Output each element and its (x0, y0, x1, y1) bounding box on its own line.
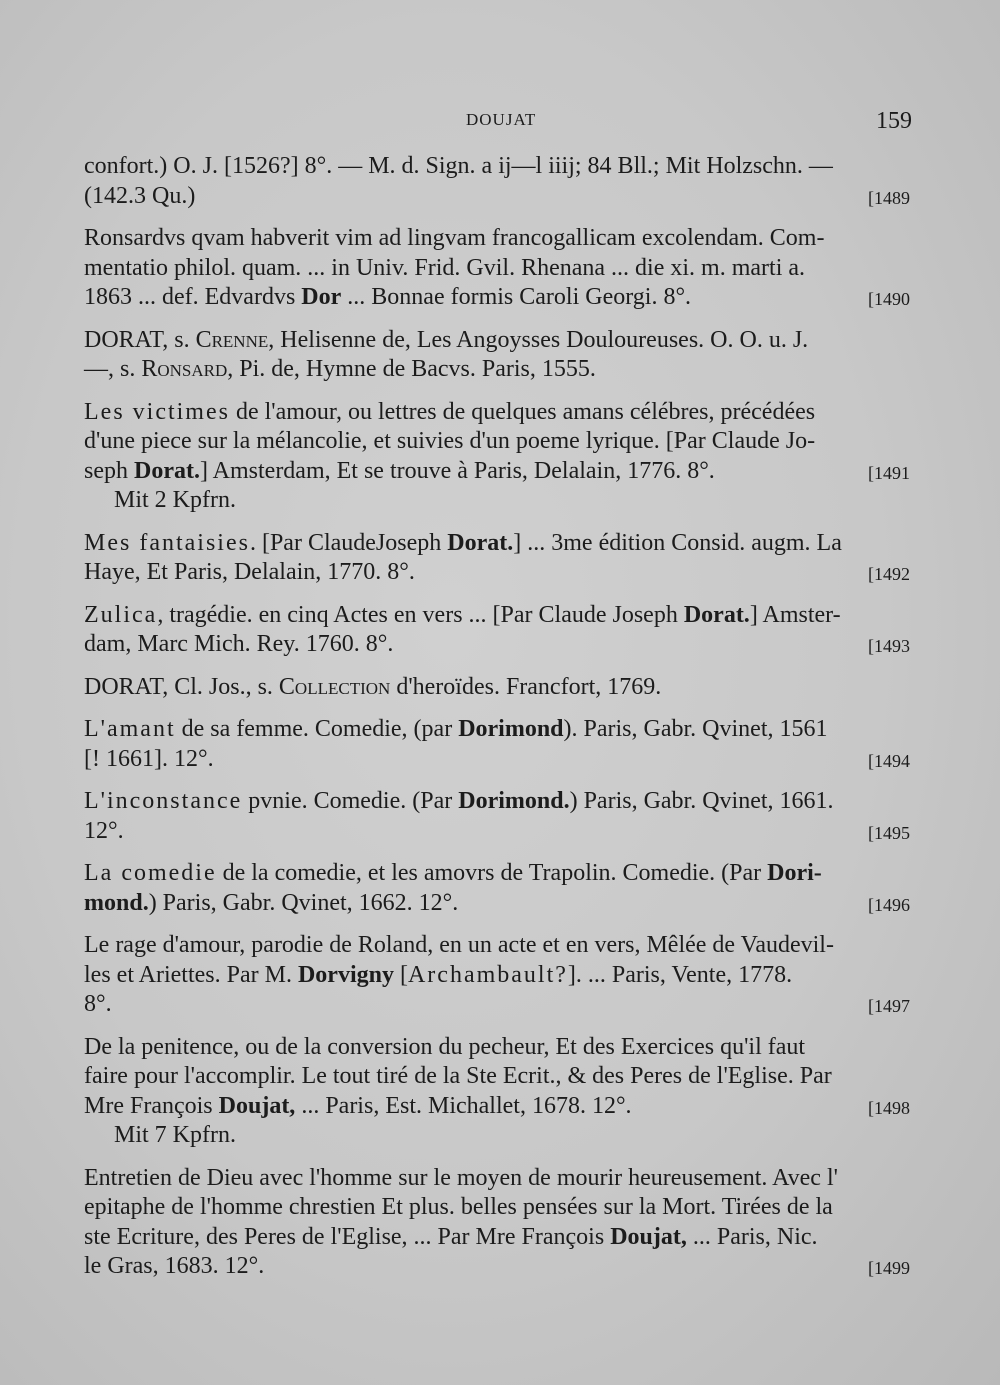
author-name: Dori- (767, 860, 822, 886)
author-name: Dor (301, 284, 342, 310)
entry-1498 (84, 1033, 910, 1151)
running-head: DOUJAT (466, 110, 537, 129)
text-line: De la penitence, ou de la conversion du pecheur, Et des Exercices qu'il faut (84, 1033, 806, 1060)
entry-number: [1489 (868, 187, 910, 208)
author-name: mond. (84, 889, 149, 916)
entry-number: [1494 (868, 750, 910, 771)
text-line: Mre François Doujat, ... Paris, Est. Michallet, 1678. 12°. [1498 (84, 1092, 910, 1122)
text-line: DORAT, Cl. Jos., s. Collection d'heroïdes. Francfort, 1769. (84, 673, 662, 700)
entry-number: [1492 (868, 564, 910, 584)
text-line: [! 1661]. 12°. [1494 (84, 745, 910, 775)
text-line: (142.3 Qu.) [1489 (84, 182, 910, 212)
entry-1495 (84, 787, 910, 846)
entry-1494 (84, 715, 910, 774)
author-name: Doujat, (218, 1092, 296, 1119)
text-line: Entretien de Dieu avec l'homme sur le moyen de mourir heureusement. Avec l' (84, 1164, 838, 1191)
entry-number: [1493 (868, 636, 910, 656)
entry-1496 (84, 859, 910, 918)
text-line: confort.) O. J. [1526?] 8°. — M. d. Sign. a ij—l iiij; 84 Bll.; Mit Holzschn. — (84, 153, 833, 179)
entry-1490 (84, 224, 910, 313)
author-name: Doujat, (610, 1223, 687, 1250)
entry-1492 (84, 529, 910, 588)
cross-reference (84, 673, 910, 703)
entry-number: [1496 (868, 894, 910, 915)
text-line: Les victimes de l'amour, ou lettres de quelques amans célébres, précédées (84, 398, 816, 425)
cross-reference (84, 326, 910, 385)
text-line: La comedie de la comedie, et les amovrs de Trapolin. Comedie. (Par Dori- (84, 860, 822, 886)
text-line: 1863 ... def. Edvardvs Dor ... Bonnae formis Caroli Georgi. 8°. [1490 (84, 283, 910, 313)
text-line: Mes fantaisies. [Par ClaudeJoseph Dorat.] ... 3me édition Consid. augm. La (84, 529, 842, 556)
text-line: 8°. [1497 (84, 990, 910, 1020)
author-name: Dorat. (683, 601, 750, 628)
entry-1491 (84, 398, 910, 516)
bibliography-text (84, 152, 910, 1295)
text-line: Le rage d'amour, parodie de Roland, en un acte et en vers, Mêlée de Vaudevil- (84, 932, 834, 958)
text-line: faire pour l'accomplir. Le tout tiré de la Ste Ecrit., & des Peres de l'Eglise. Par (84, 1063, 832, 1089)
entry-number: [1497 (868, 996, 910, 1016)
text-line: L'amant de sa femme. Comedie, (par Dorimond). Paris, Gabr. Qvinet, 1561 (84, 716, 828, 742)
text-line: dam, Marc Mich. Rey. 1760. 8°. [1493 (84, 630, 910, 660)
text-line: seph Dorat.] Amsterdam, Et se trouve à Paris, Delalain, 1776. 8°. [1491 (84, 457, 910, 487)
text-line: DORAT, s. Crenne, Helisenne de, Les Angoysses Douloureuses. O. O. u. J. (84, 326, 809, 353)
author-name: Dorimond. (458, 788, 570, 814)
text-line: ste Ecriture, des Peres de l'Eglise, ... Par Mre François Doujat, ... Paris, Nic. (84, 1223, 818, 1250)
entry-number: [1491 (868, 462, 910, 483)
entry-1499 (84, 1164, 910, 1282)
text-line: —, s. Ronsard, Pi. de, Hymne de Bacvs. Paris, 1555. (84, 356, 596, 382)
text-line: les et Ariettes. Par M. Dorvigny [Archambault?]. ... Paris, Vente, 1778. (84, 961, 793, 988)
text-line: le Gras, 1683. 12°. [1499 (84, 1252, 910, 1282)
text-line: Mit 7 Kpfrn. (114, 1122, 236, 1148)
author-name: Dorat. (134, 457, 200, 484)
text-line: Zulica, tragédie. en cinq Actes en vers ... [Par Claude Joseph Dorat.] Amster- (84, 601, 841, 628)
author-name: Dorat. (447, 529, 514, 556)
text-line: mentatio philol. quam. ... in Univ. Frid. Gvil. Rhenana ... die xi. m. marti a. (84, 254, 806, 281)
entry-1497 (84, 931, 910, 1020)
entry-number: [1490 (868, 289, 910, 309)
entry-1489 (84, 152, 910, 211)
entry-number: [1495 (868, 822, 910, 843)
author-name: Dorvigny (297, 961, 394, 988)
text-line: mond.) Paris, Gabr. Qvinet, 1662. 12°. [1496 (84, 889, 910, 919)
entry-1493 (84, 601, 910, 660)
text-line: d'une piece sur la mélancolie, et suivies d'un poeme lyrique. [Par Claude Jo- (84, 428, 816, 454)
entry-number: [1498 (868, 1097, 910, 1118)
text-line: 12°. [1495 (84, 817, 910, 847)
text-line: epitaphe de l'homme chrestien Et plus. belles pensées sur la Mort. Tirées de la (84, 1194, 833, 1220)
text-line: Haye, Et Paris, Delalain, 1770. 8°. [1492 (84, 558, 910, 588)
entry-number: [1499 (868, 1258, 910, 1278)
text-line: L'inconstance pvnie. Comedie. (Par Dorimond.) Paris, Gabr. Qvinet, 1661. (84, 788, 834, 814)
author-name: Dorimond (458, 716, 564, 742)
page-number: 159 (876, 108, 912, 134)
text-line: Ronsardvs qvam habverit vim ad lingvam francogallicam excolendam. Com- (84, 225, 825, 251)
page-header (0, 108, 1000, 138)
text-line: Mit 2 Kpfrn. (114, 487, 236, 513)
